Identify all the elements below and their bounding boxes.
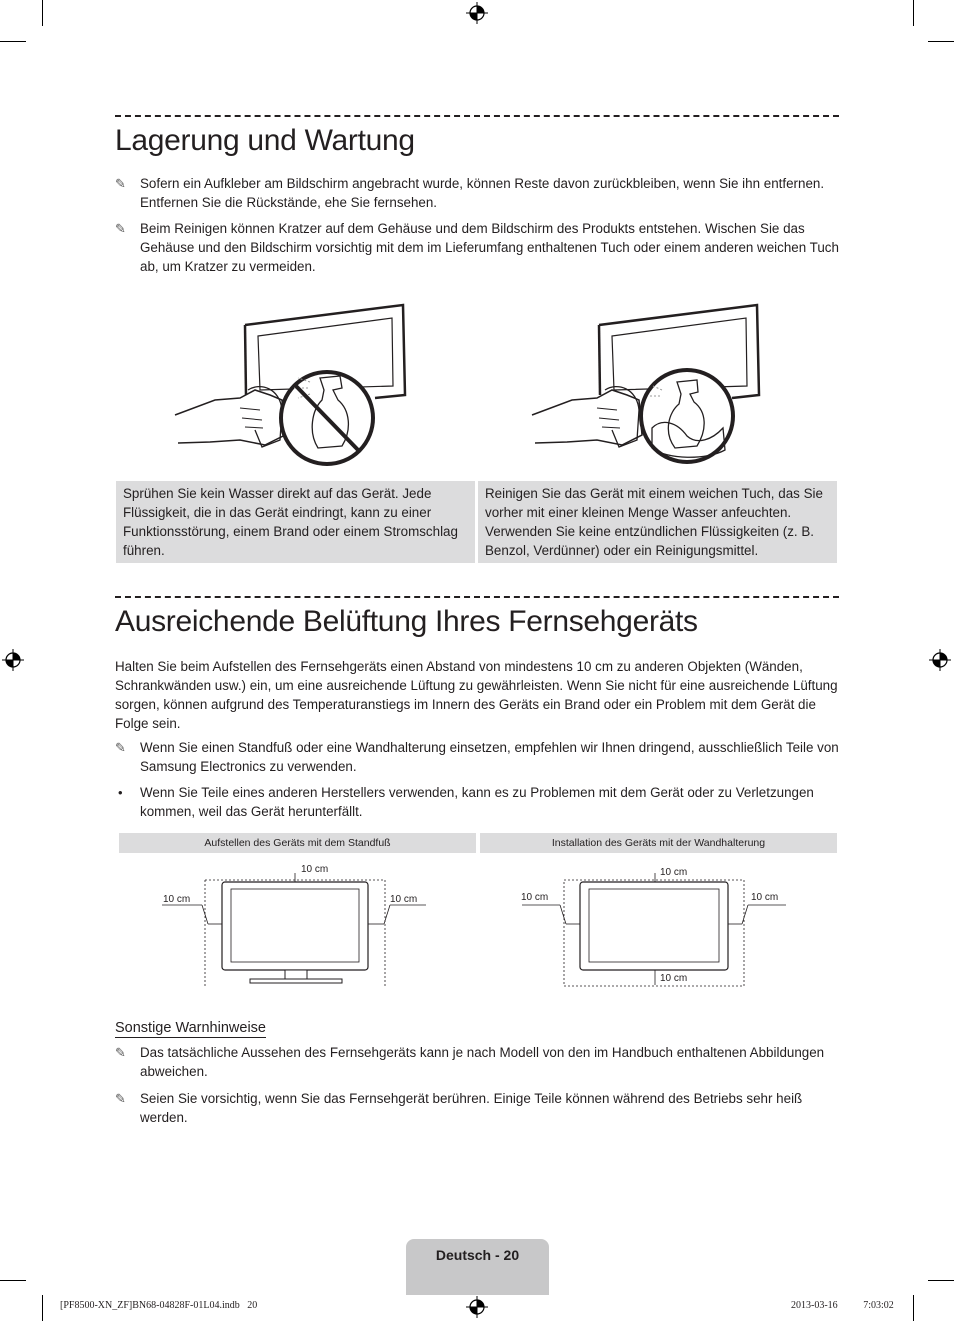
registration-mark-icon <box>466 1296 488 1318</box>
crop-mark <box>42 1295 43 1321</box>
section-divider <box>115 115 839 117</box>
pencil-note-icon: ✎ <box>115 740 126 755</box>
section-title-ventilation: Ausreichende Belüftung Ihres Fernsehgeräts <box>115 605 698 638</box>
caption-no-spray: Sprühen Sie kein Wasser direkt auf das Gerät. Jede Flüssigkeit, die in das Gerät eindringt, kann zu einer Funktionsstörung, einem Brand oder einem Stromschlag führen. <box>116 481 475 563</box>
pencil-note-icon: ✎ <box>115 176 126 191</box>
pencil-note-icon: ✎ <box>115 1045 126 1060</box>
wall-clearance-diagram <box>520 858 790 988</box>
registration-mark-icon <box>2 649 24 671</box>
caption-damp-cloth: Reinigen Sie das Gerät mit einem weichen Tuch, das Sie vorher mit einer kleinen Menge Wasser anfeuchten. Verwenden Sie keine entzündlichen Flüssigkeiten (z. B. Benzol, Verdünner) oder ein Reinigungsmittel. <box>478 481 837 563</box>
crop-mark <box>0 41 26 42</box>
dim-label-right: 10 cm <box>390 894 418 905</box>
stand-clearance-diagram <box>160 858 430 988</box>
registration-mark-icon <box>466 2 488 24</box>
crop-mark <box>42 0 43 26</box>
dim-label-top: 10 cm <box>301 864 329 875</box>
dim-label-top: 10 cm <box>660 867 688 878</box>
section-title-storage: Lagerung und Wartung <box>115 124 415 157</box>
bullet-icon: • <box>118 785 123 800</box>
page-number-label: Deutsch - 20 <box>435 1247 520 1263</box>
pencil-note-icon: ✎ <box>115 1091 126 1106</box>
ventilation-intro: Halten Sie beim Aufstellen des Fernsehgeräts einen Abstand von mindestens 10 cm zu anderen Objekten (Wänden, Schrankwänden usw.) ein, um eine ausreichende Lüftung zu gewährleisten. Wenn Sie nicht für eine ausreichende Lüftung sorgen, können aufgrund des Temperaturanstiegs im Innern des Geräts ein Brand oder ein Problem mit dem Gerät die Folge sein. <box>115 659 838 731</box>
dim-label-bottom: 10 cm <box>660 973 688 984</box>
diagram-title-stand: Aufstellen des Geräts mit dem Standfuß <box>119 833 476 853</box>
section-divider <box>115 596 839 598</box>
dim-label-left: 10 cm <box>521 892 549 903</box>
crop-mark <box>913 0 914 26</box>
note-text: Beim Reinigen können Kratzer auf dem Gehäuse und dem Bildschirm des Produkts entstehen. Wischen Sie das Gehäuse und den Bildschirm vorsichtig mit dem im Lieferumfang enthaltenen Tuch oder einem anderen weichen Tuch ab, um Kratzer zu vermeiden. <box>140 221 839 274</box>
page-number-tab <box>406 1239 549 1295</box>
damp-cloth-illustration <box>527 300 767 470</box>
bullet-text: Wenn Sie Teile eines anderen Herstellers verwenden, kann es zu Problemen mit dem Gerät oder zu Verletzungen kommen, weil das Gerät herunterfällt. <box>140 785 814 819</box>
registration-mark-icon <box>929 649 951 671</box>
pencil-note-icon: ✎ <box>115 221 126 236</box>
subsection-title-warnings: Sonstige Warnhinweise <box>115 1020 266 1036</box>
crop-mark <box>0 1280 26 1281</box>
diagram-title-wall: Installation des Geräts mit der Wandhalterung <box>480 833 837 853</box>
note-text: Das tatsächliche Aussehen des Fernsehgeräts kann je nach Modell von den im Handbuch enthaltenen Abbildungen abweichen. <box>140 1045 825 1079</box>
dim-label-left: 10 cm <box>163 894 191 905</box>
note-text: Sofern ein Aufkleber am Bildschirm angebracht wurde, können Reste davon zurückbleiben, wenn Sie ihn entfernen. Entfernen Sie die Rückstände, ehe Sie fernsehen. <box>140 176 825 210</box>
crop-mark <box>913 1295 914 1321</box>
no-spray-illustration <box>170 300 410 470</box>
crop-mark <box>928 41 954 42</box>
print-footer-file: [PF8500-XN_ZF]BN68-04828F-01L04.indb 20 <box>60 1300 258 1311</box>
dim-label-right: 10 cm <box>751 892 779 903</box>
crop-mark <box>928 1280 954 1281</box>
note-text: Wenn Sie einen Standfuß oder eine Wandhalterung einsetzen, empfehlen wir Ihnen dringend, ausschließlich Teile von Samsung Electronics zu verwenden. <box>140 740 839 774</box>
print-footer-date: 2013-03-16 ￿￿ 7:03:02 <box>791 1300 894 1311</box>
note-text: Seien Sie vorsichtig, wenn Sie das Fernsehgerät berühren. Einige Teile können während des Betriebs sehr heiß werden. <box>140 1091 803 1125</box>
